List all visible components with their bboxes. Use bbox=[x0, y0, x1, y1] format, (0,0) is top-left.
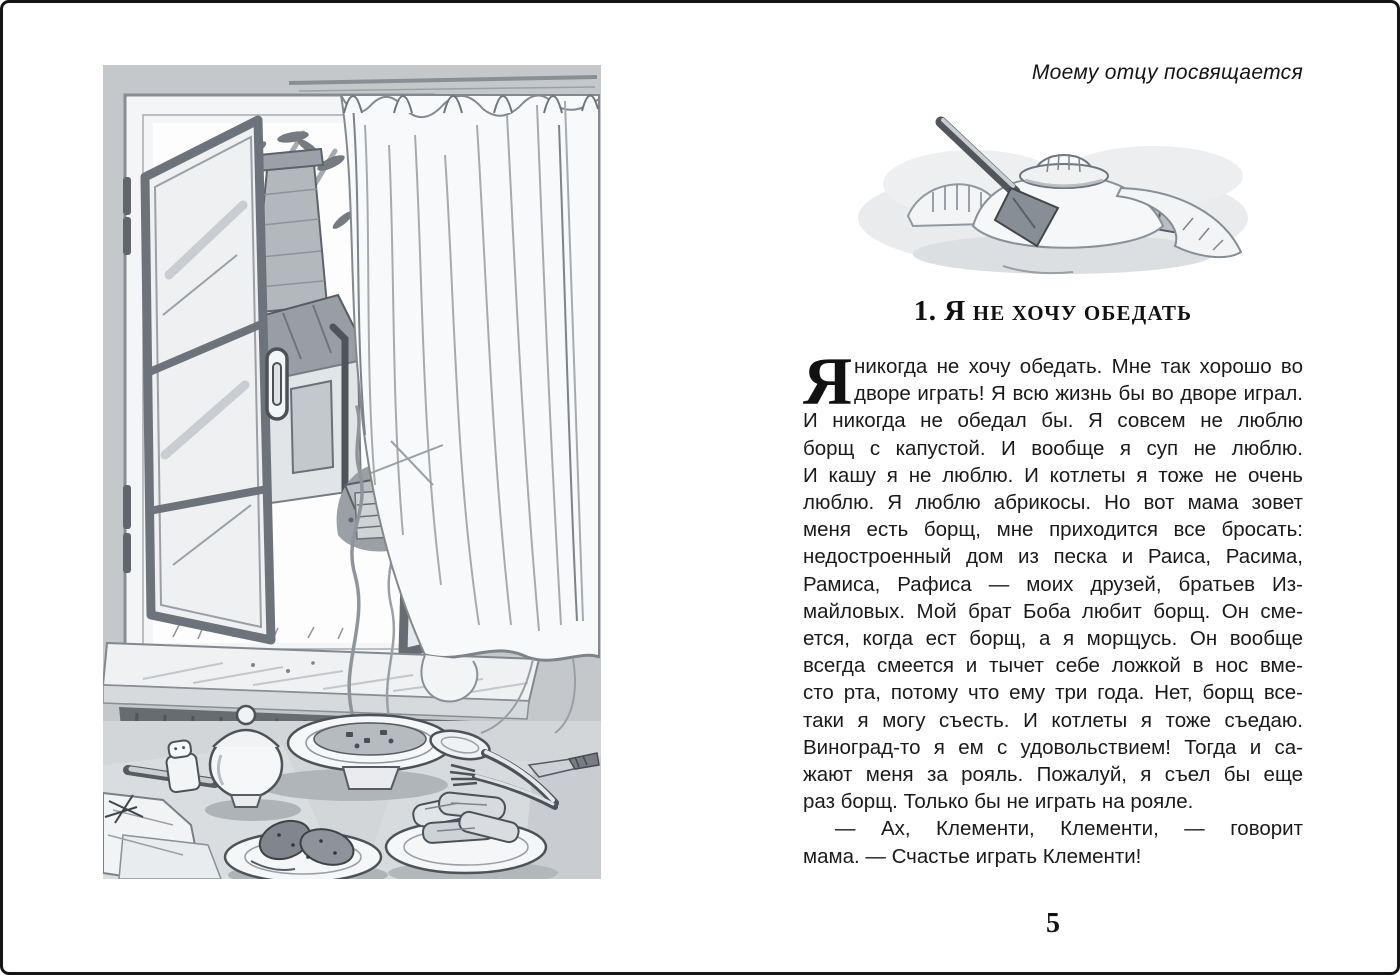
body-line: жают меня за рояль. Пожалуй, я съел бы еще bbox=[803, 763, 1303, 787]
body-line: раз борщ. Только бы не играть на рояле. bbox=[803, 790, 1194, 814]
body-line: сто рта, потому что ему три года. Нет, борщ все- bbox=[803, 681, 1303, 705]
left-page-illustration bbox=[103, 65, 601, 879]
body-line: мама. — Счастье играть Клементи! bbox=[803, 844, 1142, 868]
chapter-title bbox=[803, 291, 1303, 328]
chapter-title-text: НЕ ХОЧУ ОБЕДАТЬ bbox=[972, 301, 1193, 325]
body-line: И кашу я не люблю. И котлеты я тоже не очень bbox=[803, 463, 1303, 487]
body-line: борщ с капустой. И вообще я суп не люблю. bbox=[803, 436, 1303, 460]
body-line: И никогда не обедал бы. Я совсем не люблю bbox=[803, 409, 1303, 433]
body-line: Виноград-то я ем с удовольствием! Тогда и са- bbox=[803, 735, 1303, 759]
chapter-body bbox=[803, 343, 1303, 870]
body-line: всегда смеется и тычет себе ложкой в нос вме- bbox=[803, 654, 1303, 678]
body-line: — Ах, Клементи, Клементи, — говорит bbox=[835, 817, 1303, 841]
body-line: люблю. Я люблю абрикосы. Но вот мама зовет bbox=[803, 491, 1303, 515]
body-line: Рамиса, Рафиса — моих друзей, братьев Из- bbox=[803, 572, 1303, 596]
body-line: никогда не хочу обедать. Мне так хорошо во bbox=[854, 355, 1303, 378]
body-line: дворе играть! Я всю жизнь бы во дворе играл. bbox=[854, 382, 1303, 406]
body-line: меня есть борщ, мне приходится все бросать: bbox=[803, 518, 1303, 542]
body-line: майловых. Мой брат Боба любит борщ. Он сме- bbox=[803, 599, 1303, 623]
body-line: ется, когда ест борщ, а я морщусь. Он вообще bbox=[803, 627, 1303, 651]
sand-shovel-hat-illustration bbox=[853, 106, 1273, 288]
body-line: таки я могу съесть. И котлеты я тоже съедаю. bbox=[803, 708, 1303, 732]
chapter-number: 1. Я bbox=[913, 295, 966, 327]
open-window-illustration bbox=[103, 65, 601, 879]
body-line: недостроенный дом из песка и Раиса, Расима, bbox=[803, 545, 1303, 569]
dropcap-letter: Я bbox=[803, 343, 852, 419]
dedication: Моему отцу посвящается bbox=[1031, 61, 1303, 84]
page-number: 5 bbox=[1046, 908, 1060, 939]
chapter-head-illustration bbox=[853, 106, 1273, 288]
